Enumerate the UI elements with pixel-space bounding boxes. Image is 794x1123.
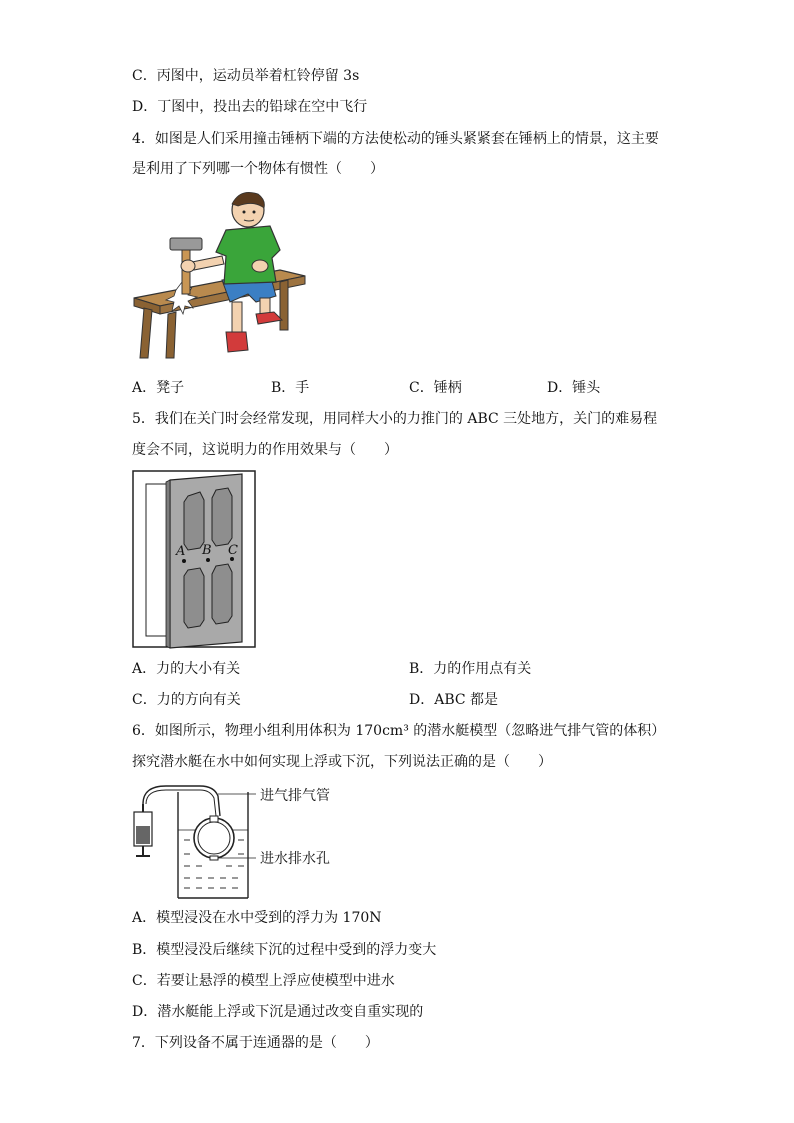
fig-label-air-pipe: 进气排气管: [260, 788, 330, 804]
door-illustration: [132, 470, 258, 650]
q4-option-c: C．锤柄: [409, 380, 462, 396]
q4-option-b: B．手: [271, 380, 310, 396]
q7-stem-line1: 7．下列设备不属于连通器的是（ ）: [132, 1035, 379, 1051]
q6-option-d: D．潜水艇能上浮或下沉是通过改变自重实现的: [132, 1004, 424, 1020]
q4-option-d: D．锤头: [547, 380, 601, 396]
q5-option-d: D．ABC 都是: [409, 692, 499, 708]
door-label-a: A: [176, 544, 186, 559]
q5-option-c: C．力的方向有关: [132, 692, 241, 708]
fig-label-water-hole: 进水排水孔: [260, 851, 330, 867]
q6-option-a: A．模型浸没在水中受到的浮力为 170N: [132, 910, 382, 926]
q6-option-c: C．若要让悬浮的模型上浮应使模型中进水: [132, 973, 395, 989]
q4-stem-line2: 是利用了下列哪一个物体有惯性（ ）: [132, 161, 384, 177]
door-label-b: B: [202, 543, 212, 558]
q3-option-d: D．丁图中，投出去的铅球在空中飞行: [132, 99, 368, 115]
hammer-bench-illustration: [130, 190, 310, 365]
q4-option-a: A．凳子: [132, 380, 185, 396]
q6-stem-line2: 探究潜水艇在水中如何实现上浮或下沉，下列说法正确的是（ ）: [132, 754, 552, 770]
door-label-c: C: [228, 543, 238, 558]
q6-option-b: B．模型浸没后继续下沉的过程中受到的浮力变大: [132, 942, 437, 958]
q4-stem-line1: 4．如图是人们采用撞击锤柄下端的方法使松动的锤头紧紧套在锤柄上的情景，这主要: [132, 131, 659, 147]
q5-option-a: A．力的大小有关: [132, 661, 241, 677]
q5-stem-line1: 5．我们在关门时会经常发现，用同样大小的力推门的 ABC 三处地方，关门的难易程: [132, 411, 658, 427]
q5-option-b: B．力的作用点有关: [409, 661, 532, 677]
q5-stem-line2: 度会不同，这说明力的作用效果与（ ）: [132, 442, 398, 458]
q6-stem-line1: 6．如图所示，物理小组利用体积为 170cm³ 的潜水艇模型（忽略进气排气管的体积）: [132, 723, 666, 739]
q3-option-c: C．丙图中，运动员举着杠铃停留 3s: [132, 68, 360, 84]
